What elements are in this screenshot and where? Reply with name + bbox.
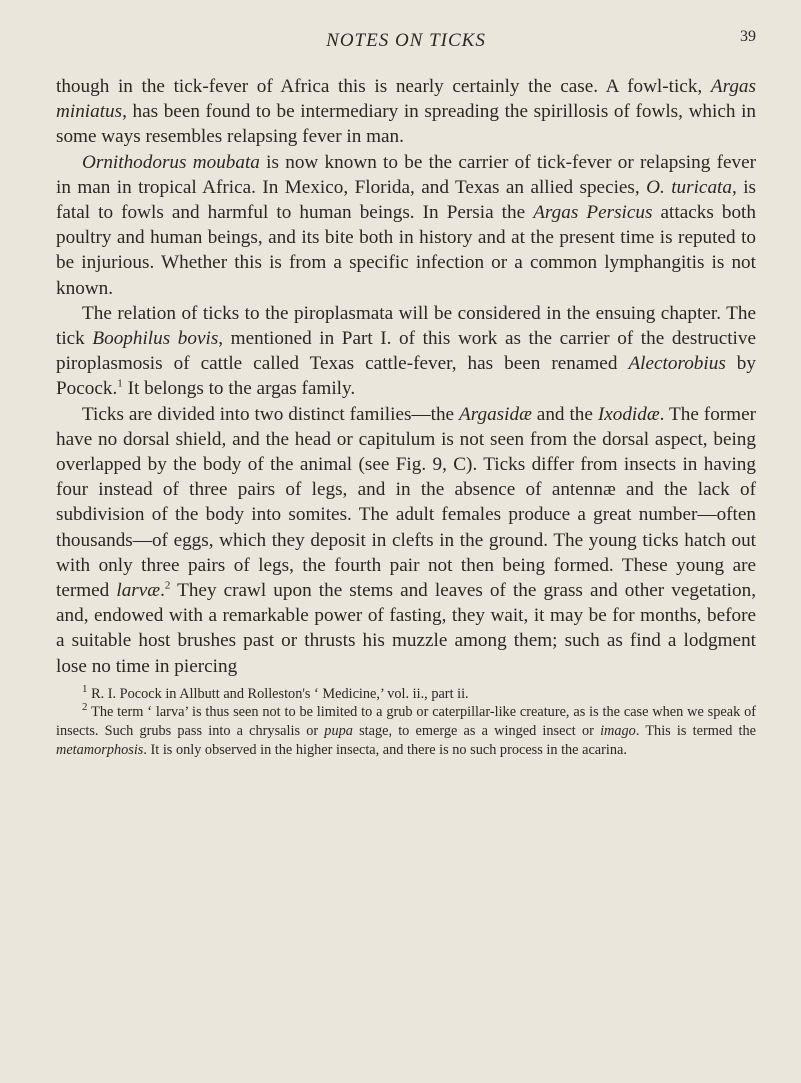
term: pupa [324,723,353,740]
footnote-mark: 2 [82,701,88,714]
footnotes [56,685,756,759]
text-run: though in the tick-fever of Africa this is nearly certainly the case. A fowl-tick, [56,76,711,97]
text-run: , mentioned in Part I. of this work as the carrier of the destructive piroplasmosis of cattle called Texas cattle-fever, has been renamed [56,328,757,375]
footnote-text: . This is termed the [635,723,756,740]
text-run: The relation of ticks to the piroplasmata will be considered in the ensuing chapter. The tick [56,302,756,350]
footnote-reference: 2 [164,579,171,592]
footnote-text: . It is only observed in the higher insecta, and there is no such process in the acarina. [143,741,627,758]
footnote-text: The term ‘ larva’ is thus seen not to be limited to a grub or caterpillar-like creature, as is the case when we speak of insects. Such grubs pass into a chrysalis or [56,704,756,740]
running-head: NOTES ON TICKS [326,30,486,51]
text-run: attacks both poultry and human beings, and its bite both in history and at the present time is reputed to be injurious. Whether this is from a specific infection or a common lymphangitis is not known. [56,202,756,299]
text-run: is now known to be the carrier of tick-fever or relapsing fever in man in tropical Africa. In Mexico, Florida, and Texas an allied species, [56,151,756,198]
paragraph-1 [56,74,756,150]
family-name: Argasidæ [459,403,532,425]
species-name: Argas miniatus [56,76,756,123]
species-name: O. turicata [646,176,732,198]
term: imago [600,723,636,740]
page-header [56,30,756,60]
paragraph-3 [56,301,756,402]
footnote-1 [56,685,756,704]
text-run: , has been found to be intermediary in spreading the spirillosis of fowls, which in some ways resembles relapsing fever in man. [56,101,756,148]
footnote-reference: 1 [117,378,123,391]
species-name: Boophilus bovis [92,328,219,350]
footnote-2 [56,703,756,759]
footnote-text: R. I. Pocock in Allbutt and Rolleston's ‘ Medicine,’ vol. ii., part ii. [87,685,469,702]
term: larvæ [116,580,161,602]
paragraph-4 [56,402,756,679]
text-run: It belongs to the argas family. [122,378,356,400]
footnote-text: stage, to emerge as a winged insect or [352,723,601,740]
text-run: , is fatal to fowls and harmful to human beings. In Persia the [56,176,756,224]
text-run: . [160,580,165,602]
body-text [56,74,756,679]
species-name: Ornithodorus moubata [82,151,260,173]
text-run: and the [531,403,598,425]
footnote-mark: 1 [82,683,88,696]
text-run: . The former have no dorsal shield, and the head or capitulum is not seen from the dorsal aspect, being overlapped by the body of the animal (see Fig. 9, C). Ticks differ from insects in having four instead of three pairs of legs, and in the absence of antennæ and the lack of subdivision of the body into somites. The adult females produce a great number—often thousands—of eggs, which they deposit in clefts in the ground. The young ticks hatch out with only three pairs of legs, the fourth pair not then being formed. These young are termed [56,403,757,602]
text-run: They crawl upon the stems and leaves of the grass and other vegetation, and, endowed with a remarkable power of fasting, they wait, it may be for months, before a suitable host brushes past or thrusts his muzzle among them; such as find a lodgment lose no time in piercing [56,580,756,677]
book-page [56,30,756,759]
family-name: Ixodidæ [597,403,660,425]
term: metamorphosis [56,741,144,758]
paragraph-2 [56,150,756,301]
species-name: Alectorobius [628,353,726,375]
species-name: Argas Persicus [533,202,653,224]
page-number: 39 [740,28,756,45]
text-run: by Pocock. [56,353,756,400]
text-run: Ticks are divided into two distinct families—the [82,403,460,425]
